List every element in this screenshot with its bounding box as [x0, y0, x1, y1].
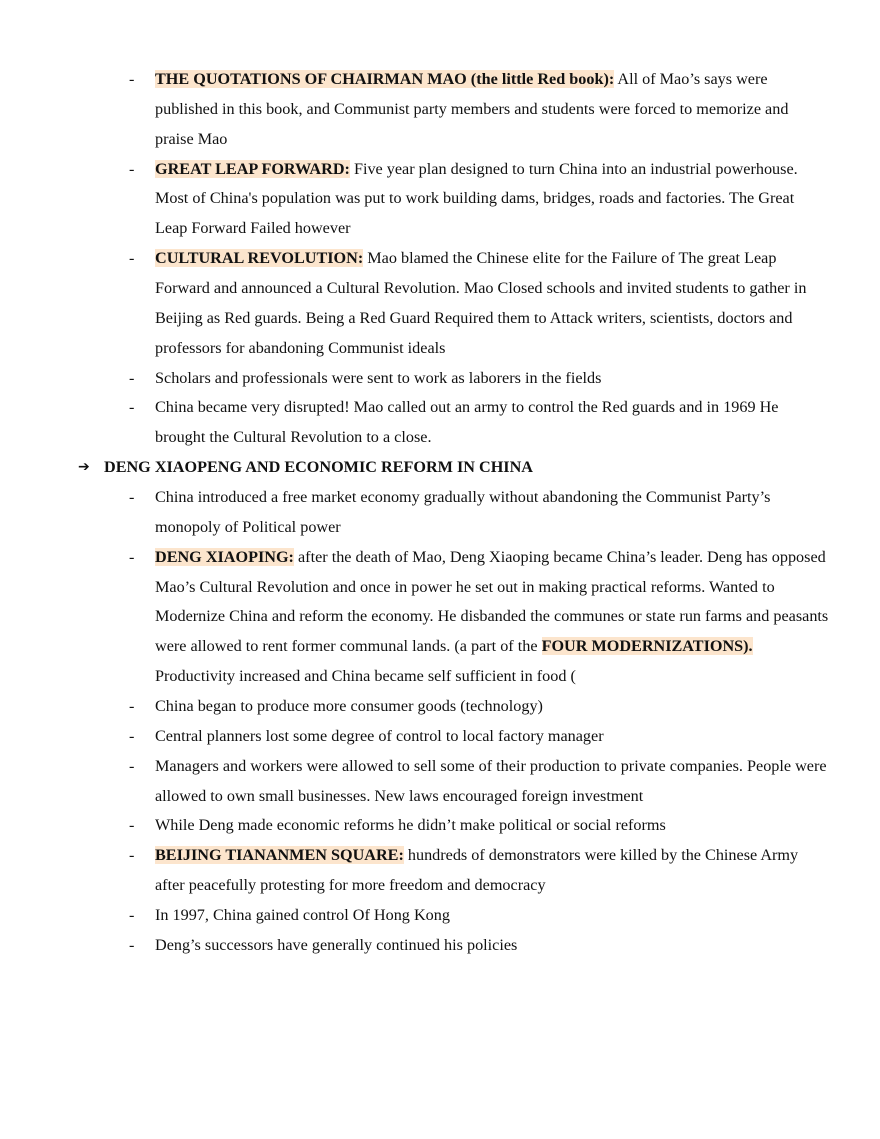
dash-bullet: - [129, 816, 135, 835]
dash-bullet: - [129, 726, 135, 745]
dash-bullet: - [129, 756, 135, 775]
dash-bullet: - [129, 846, 135, 865]
highlighted-term: FOUR MODERNIZATIONS). [541, 637, 753, 656]
item-text: Productivity increased and China became self sufficient in food ( [155, 667, 576, 686]
dash-bullet: - [129, 398, 135, 417]
item-text: All of Mao’s says were published in this book, and Communist party members and students were forced to memorize and praise Mao [155, 70, 789, 148]
list-item [0, 155, 830, 245]
list-item [0, 393, 830, 453]
item-text: China began to produce more consumer goods (technology) [155, 697, 543, 716]
list-item [0, 364, 830, 394]
highlighted-term: CULTURAL REVOLUTION: [155, 249, 364, 268]
dash-bullet: - [129, 368, 135, 387]
list-item [0, 811, 830, 841]
highlighted-term: GREAT LEAP FORWARD: [155, 159, 350, 178]
dash-bullet: - [129, 935, 135, 954]
list-item [0, 543, 830, 692]
dash-bullet: - [129, 488, 135, 507]
item-text: after the death of Mao, Deng Xiaoping became China’s leader. Deng has opposed Mao’s Cultural Revolution and once in power he set out in making practical reforms. Wanted to Modernize China and reform the economy. He disbanded the communes or state run farms and peasants were allowed to rent former communal lands. (a part of the [155, 547, 829, 656]
list-item [0, 901, 830, 931]
list-item [0, 752, 830, 812]
item-text: Central planners lost some degree of control to local factory manager [155, 726, 604, 745]
heading-text: DENG XIAOPENG AND ECONOMIC REFORM IN CHINA [104, 458, 533, 477]
list-item [0, 244, 830, 363]
item-text: Managers and workers were allowed to sell some of their production to private companies. People were allowed to own small businesses. New laws encouraged foreign investment [155, 756, 827, 805]
item-text: China became very disrupted! Mao called out an army to control the Red guards and in 1969 He brought the Cultural Revolution to a close. [155, 398, 779, 447]
list-item [0, 483, 830, 543]
item-text: While Deng made economic reforms he didn’t make political or social reforms [155, 816, 666, 835]
item-text: Deng’s successors have generally continued his policies [155, 935, 518, 954]
dash-bullet: - [129, 547, 135, 566]
highlighted-term: DENG XIAOPING: [155, 547, 294, 566]
item-text: Five year plan designed to turn China into an industrial powerhouse. Most of China's population was put to work building dams, bridges, roads and factories. The Great Leap Forward Failed however [155, 159, 798, 238]
item-text: hundreds of demonstrators were killed by the Chinese Army after peacefully protesting for more freedom and democracy [155, 846, 799, 895]
list-item [0, 841, 830, 901]
dash-bullet: - [129, 249, 135, 268]
list-item [0, 65, 830, 155]
item-text: Mao blamed the Chinese elite for the Failure of The great Leap Forward and announced a Cultural Revolution. Mao Closed schools and invited students to gather in Beijing as Red guards. Being a Red Guard Required them to Attack writers, scientists, doctors and professors for abandoning Communist ideals [155, 249, 807, 357]
dash-bullet: - [129, 159, 135, 178]
item-text: In 1997, China gained control Of Hong Kong [155, 906, 450, 925]
item-text: China introduced a free market economy gradually without abandoning the Communist Party’s monopoly of Political power [155, 488, 771, 536]
section-mao-list [0, 65, 880, 453]
list-item [0, 692, 830, 722]
item-text: Scholars and professionals were sent to work as laborers in the fields [155, 368, 602, 387]
document-body [0, 65, 880, 961]
highlighted-term: BEIJING TIANANMEN SQUARE: [155, 846, 404, 865]
list-item [0, 931, 830, 961]
dash-bullet: - [129, 906, 135, 925]
dash-bullet: - [129, 697, 135, 716]
section-deng-list [0, 483, 880, 961]
section-heading-deng [0, 453, 880, 483]
highlighted-term: THE QUOTATIONS OF CHAIRMAN MAO (the little Red book): [155, 70, 615, 88]
list-item [0, 722, 830, 752]
arrow-bullet-icon: ➔ [78, 459, 90, 476]
dash-bullet: - [129, 70, 135, 88]
